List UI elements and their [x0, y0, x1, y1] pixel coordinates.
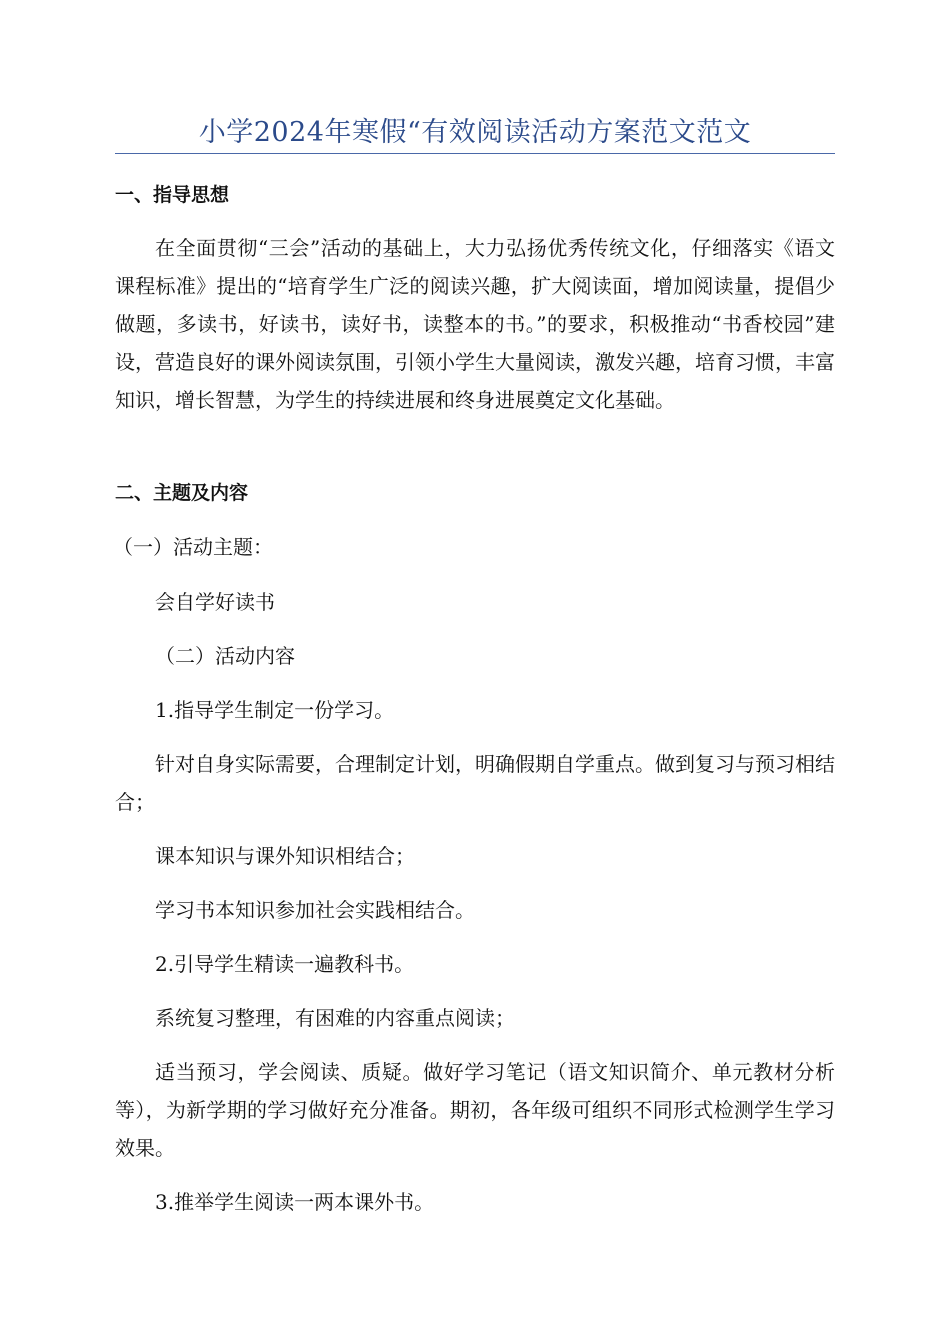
- document-title: 小学2024年寒假“有效阅读活动方案范文范文: [198, 117, 752, 148]
- subsection-heading-theme: （一）活动主题：: [113, 535, 273, 559]
- section-heading-theme-content: 二、主题及内容: [115, 482, 249, 504]
- section-heading-guiding-thought: 一、指导思想: [115, 184, 230, 206]
- item-2-paragraph-1: 系统复习整理，有困难的内容重点阅读；: [155, 1006, 515, 1030]
- item-1-paragraph-2: 课本知识与课外知识相结合；: [155, 844, 415, 868]
- guiding-thought-paragraph: 在全面贯彻“三会”活动的基础上，大力弘扬优秀传统文化，仔细落实《语文课程标准》提出的“培育学生广泛的阅读兴趣，扩大阅读面，增加阅读量，提倡少做题，多读书，好读书，读好书，读整本的书。”的要求，积极推动“书香校园”建设，营造良好的课外阅读氛围，引领小学生大量阅读，激发兴趣，培育习惯，丰富知识，增长智慧，为学生的持续进展和终身进展奠定文化基础。: [115, 236, 835, 412]
- content-item-2: 2.引导学生精读一遍教科书。: [155, 952, 415, 976]
- item-1-paragraph-1: 针对自身实际需要，合理制定计划，明确假期自学重点。做到复习与预习相结合；: [115, 752, 835, 814]
- item-2-paragraph-2: 适当预习，学会阅读、质疑。做好学习笔记（语文知识简介、单元教材分析等），为新学期的学习做好充分准备。期初，各年级可组织不同形式检测学生学习效果。: [115, 1060, 835, 1160]
- content-item-3: 3.推举学生阅读一两本课外书。: [155, 1190, 435, 1214]
- content-item-1: 1.指导学生制定一份学习。: [155, 698, 395, 722]
- subsection-heading-content: （二）活动内容: [155, 644, 295, 668]
- item-1-paragraph-3: 学习书本知识参加社会实践相结合。: [155, 898, 475, 922]
- theme-text: 会自学好读书: [155, 590, 275, 614]
- title-underline: [115, 153, 835, 154]
